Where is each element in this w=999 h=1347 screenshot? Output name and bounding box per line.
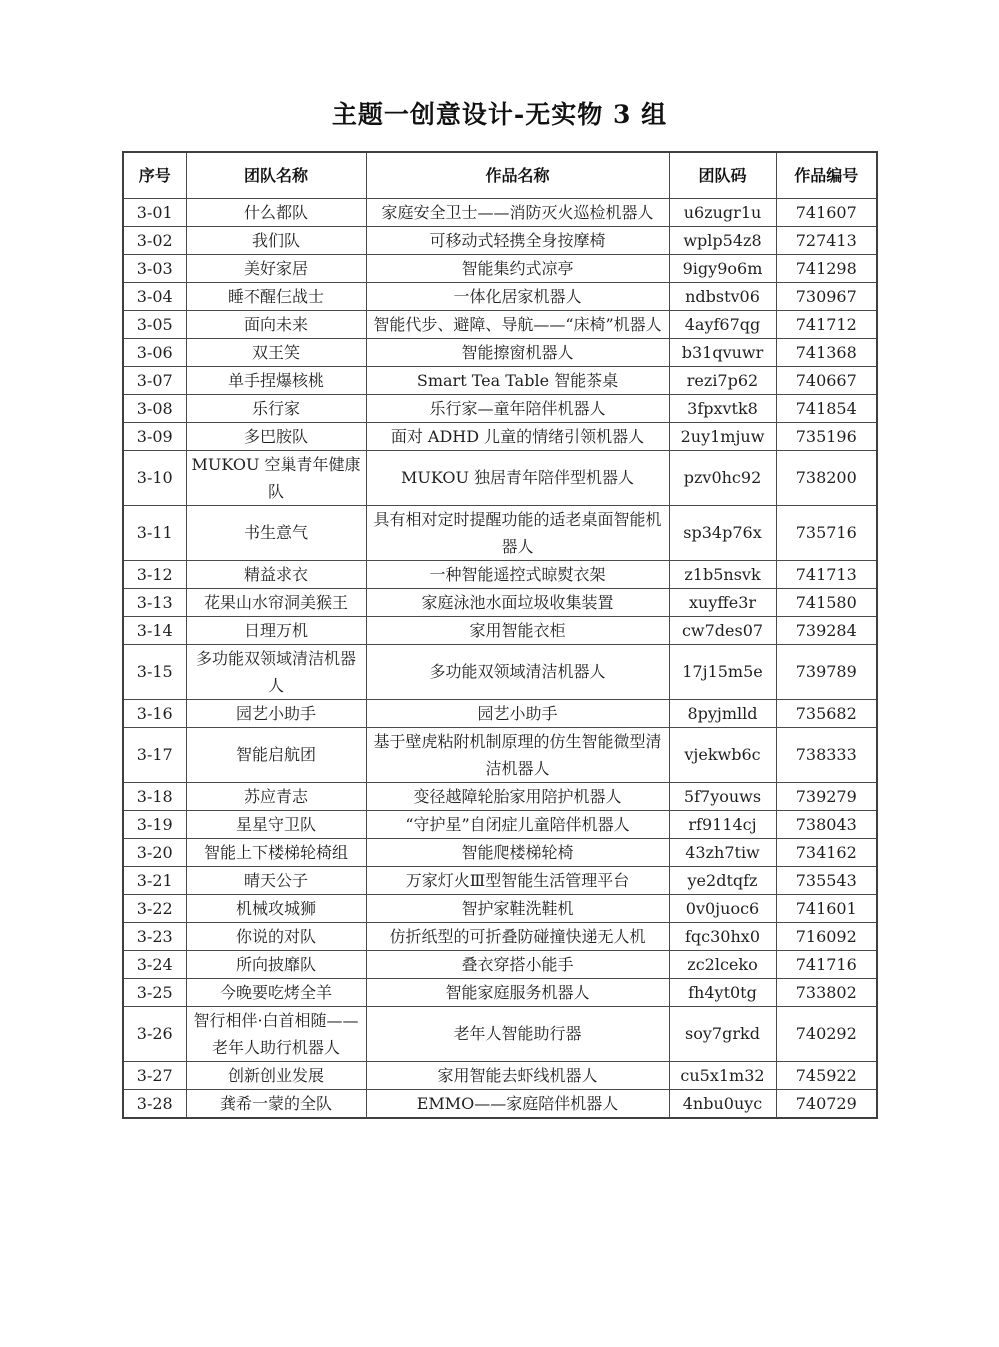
cell-work: 多功能双领域清洁机器人 — [366, 644, 669, 699]
cell-no: 3-14 — [123, 616, 186, 644]
table-row — [123, 894, 877, 922]
cell-team: 苏应青志 — [186, 782, 366, 810]
cell-work_id: 735196 — [776, 422, 877, 450]
cell-work: 家用智能去虾线机器人 — [366, 1061, 669, 1089]
cell-team: 多巴胺队 — [186, 422, 366, 450]
cell-work: 家庭安全卫士——消防灭火巡检机器人 — [366, 198, 669, 226]
cell-code: soy7grkd — [669, 1006, 776, 1061]
cell-team: 智行相伴·白首相随——老年人助行机器人 — [186, 1006, 366, 1061]
cell-team: 面向未来 — [186, 310, 366, 338]
table-row — [123, 978, 877, 1006]
cell-work_id: 741713 — [776, 560, 877, 588]
table-row — [123, 950, 877, 978]
cell-work_id: 741298 — [776, 254, 877, 282]
table-body — [123, 198, 877, 1118]
cell-code: rezi7p62 — [669, 366, 776, 394]
table-row — [123, 727, 877, 782]
cell-code: 2uy1mjuw — [669, 422, 776, 450]
cell-team: MUKOU 空巢青年健康队 — [186, 450, 366, 505]
cell-team: 多功能双领域清洁机器人 — [186, 644, 366, 699]
cell-code: z1b5nsvk — [669, 560, 776, 588]
cell-code: ye2dtqfz — [669, 866, 776, 894]
table-row — [123, 198, 877, 226]
cell-team: 所向披靡队 — [186, 950, 366, 978]
cell-code: 17j15m5e — [669, 644, 776, 699]
cell-no: 3-06 — [123, 338, 186, 366]
cell-team: 机械攻城狮 — [186, 894, 366, 922]
cell-work_id: 741716 — [776, 950, 877, 978]
cell-work: 叠衣穿搭小能手 — [366, 950, 669, 978]
cell-no: 3-09 — [123, 422, 186, 450]
cell-no: 3-17 — [123, 727, 186, 782]
cell-team: 精益求衣 — [186, 560, 366, 588]
cell-code: 0v0juoc6 — [669, 894, 776, 922]
cell-code: 3fpxvtk8 — [669, 394, 776, 422]
cell-work: 智能爬楼梯轮椅 — [366, 838, 669, 866]
cell-work: 面对 ADHD 儿童的情绪引领机器人 — [366, 422, 669, 450]
cell-work: 具有相对定时提醒功能的适老桌面智能机器人 — [366, 505, 669, 560]
cell-work_id: 735543 — [776, 866, 877, 894]
cell-code: b31qvuwr — [669, 338, 776, 366]
cell-code: 5f7youws — [669, 782, 776, 810]
cell-work_id: 741368 — [776, 338, 877, 366]
cell-no: 3-04 — [123, 282, 186, 310]
cell-team: 花果山水帘洞美猴王 — [186, 588, 366, 616]
cell-work_id: 741854 — [776, 394, 877, 422]
cell-code: 9igy9o6m — [669, 254, 776, 282]
cell-work_id: 739284 — [776, 616, 877, 644]
cell-no: 3-23 — [123, 922, 186, 950]
cell-code: xuyffe3r — [669, 588, 776, 616]
cell-work: 仿折纸型的可折叠防碰撞快递无人机 — [366, 922, 669, 950]
table-row — [123, 450, 877, 505]
table-row — [123, 310, 877, 338]
cell-team: 园艺小助手 — [186, 699, 366, 727]
cell-work: 智能代步、避障、导航——“床椅”机器人 — [366, 310, 669, 338]
cell-team: 我们队 — [186, 226, 366, 254]
cell-no: 3-03 — [123, 254, 186, 282]
cell-work_id: 738333 — [776, 727, 877, 782]
cell-work: 智能家庭服务机器人 — [366, 978, 669, 1006]
column-header-work-id: 作品编号 — [776, 152, 877, 198]
table-row — [123, 560, 877, 588]
cell-work: 一种智能遥控式晾熨衣架 — [366, 560, 669, 588]
cell-work_id: 741601 — [776, 894, 877, 922]
cell-team: 晴天公子 — [186, 866, 366, 894]
cell-team: 美好家居 — [186, 254, 366, 282]
cell-no: 3-15 — [123, 644, 186, 699]
cell-code: 4nbu0uyc — [669, 1089, 776, 1118]
cell-work: 变径越障轮胎家用陪护机器人 — [366, 782, 669, 810]
cell-team: 智能上下楼梯轮椅组 — [186, 838, 366, 866]
cell-team: 日理万机 — [186, 616, 366, 644]
table-row — [123, 922, 877, 950]
cell-no: 3-24 — [123, 950, 186, 978]
cell-no: 3-26 — [123, 1006, 186, 1061]
cell-team: 双王笑 — [186, 338, 366, 366]
cell-team: 什么都队 — [186, 198, 366, 226]
roster-table — [122, 151, 878, 1119]
cell-work: 智能擦窗机器人 — [366, 338, 669, 366]
table-row — [123, 338, 877, 366]
cell-work: 智能集约式凉亭 — [366, 254, 669, 282]
cell-work: 智护家鞋洗鞋机 — [366, 894, 669, 922]
cell-work_id: 730967 — [776, 282, 877, 310]
cell-code: vjekwb6c — [669, 727, 776, 782]
cell-code: ndbstv06 — [669, 282, 776, 310]
cell-work_id: 738043 — [776, 810, 877, 838]
cell-code: 4ayf67qg — [669, 310, 776, 338]
cell-code: wplp54z8 — [669, 226, 776, 254]
cell-work_id: 740292 — [776, 1006, 877, 1061]
cell-team: 书生意气 — [186, 505, 366, 560]
cell-team: 创新创业发展 — [186, 1061, 366, 1089]
cell-work_id: 735682 — [776, 699, 877, 727]
cell-work_id: 740667 — [776, 366, 877, 394]
cell-work: MUKOU 独居青年陪伴型机器人 — [366, 450, 669, 505]
cell-code: 43zh7tiw — [669, 838, 776, 866]
cell-no: 3-13 — [123, 588, 186, 616]
table-row — [123, 226, 877, 254]
cell-team: 智能启航团 — [186, 727, 366, 782]
cell-no: 3-20 — [123, 838, 186, 866]
cell-code: sp34p76x — [669, 505, 776, 560]
cell-work: 家庭泳池水面垃圾收集装置 — [366, 588, 669, 616]
cell-work: 家用智能衣柜 — [366, 616, 669, 644]
table-header — [123, 152, 877, 198]
table-row — [123, 505, 877, 560]
cell-no: 3-19 — [123, 810, 186, 838]
cell-no: 3-08 — [123, 394, 186, 422]
cell-code: fqc30hx0 — [669, 922, 776, 950]
cell-work: 万家灯火Ⅲ型智能生活管理平台 — [366, 866, 669, 894]
cell-code: cu5x1m32 — [669, 1061, 776, 1089]
cell-work: 基于壁虎粘附机制原理的仿生智能微型清洁机器人 — [366, 727, 669, 782]
table-row — [123, 394, 877, 422]
table-row — [123, 838, 877, 866]
cell-no: 3-02 — [123, 226, 186, 254]
cell-work: 一体化居家机器人 — [366, 282, 669, 310]
cell-no: 3-25 — [123, 978, 186, 1006]
table-header-row — [123, 152, 877, 198]
column-header-work: 作品名称 — [366, 152, 669, 198]
cell-no: 3-18 — [123, 782, 186, 810]
cell-team: 龚希一蒙的全队 — [186, 1089, 366, 1118]
column-header-code: 团队码 — [669, 152, 776, 198]
cell-no: 3-22 — [123, 894, 186, 922]
table-row — [123, 810, 877, 838]
table-row — [123, 254, 877, 282]
page-title: 主题一创意设计-无实物 3 组 — [331, 100, 668, 129]
cell-no: 3-11 — [123, 505, 186, 560]
cell-code: 8pyjmlld — [669, 699, 776, 727]
cell-work_id: 739789 — [776, 644, 877, 699]
cell-no: 3-27 — [123, 1061, 186, 1089]
cell-no: 3-28 — [123, 1089, 186, 1118]
table-row — [123, 366, 877, 394]
cell-work_id: 741580 — [776, 588, 877, 616]
table-row — [123, 616, 877, 644]
cell-team: 乐行家 — [186, 394, 366, 422]
cell-team: 单手捏爆核桃 — [186, 366, 366, 394]
cell-code: zc2lceko — [669, 950, 776, 978]
cell-work_id: 741607 — [776, 198, 877, 226]
cell-work: 园艺小助手 — [366, 699, 669, 727]
cell-no: 3-21 — [123, 866, 186, 894]
cell-code: cw7des07 — [669, 616, 776, 644]
cell-work_id: 738200 — [776, 450, 877, 505]
cell-work_id: 745922 — [776, 1061, 877, 1089]
cell-no: 3-10 — [123, 450, 186, 505]
table-row — [123, 422, 877, 450]
table-row — [123, 282, 877, 310]
cell-work_id: 733802 — [776, 978, 877, 1006]
cell-work_id: 734162 — [776, 838, 877, 866]
cell-team: 星星守卫队 — [186, 810, 366, 838]
table-row — [123, 782, 877, 810]
column-header-team: 团队名称 — [186, 152, 366, 198]
cell-code: rf9114cj — [669, 810, 776, 838]
cell-work_id: 741712 — [776, 310, 877, 338]
cell-work_id: 716092 — [776, 922, 877, 950]
table-row — [123, 866, 877, 894]
cell-work: “守护星”自闭症儿童陪伴机器人 — [366, 810, 669, 838]
cell-team: 今晚要吃烤全羊 — [186, 978, 366, 1006]
cell-work: 可移动式轻携全身按摩椅 — [366, 226, 669, 254]
cell-team: 睡不醒仨战士 — [186, 282, 366, 310]
cell-no: 3-05 — [123, 310, 186, 338]
cell-team: 你说的对队 — [186, 922, 366, 950]
cell-work_id: 727413 — [776, 226, 877, 254]
cell-no: 3-16 — [123, 699, 186, 727]
cell-no: 3-07 — [123, 366, 186, 394]
cell-work_id: 739279 — [776, 782, 877, 810]
table-row — [123, 699, 877, 727]
cell-work: EMMO——家庭陪伴机器人 — [366, 1089, 669, 1118]
table-row — [123, 1006, 877, 1061]
table-row — [123, 644, 877, 699]
cell-code: fh4yt0tg — [669, 978, 776, 1006]
cell-code: u6zugr1u — [669, 198, 776, 226]
cell-work_id: 735716 — [776, 505, 877, 560]
cell-no: 3-12 — [123, 560, 186, 588]
cell-work: 老年人智能助行器 — [366, 1006, 669, 1061]
table-row — [123, 588, 877, 616]
column-header-no: 序号 — [123, 152, 186, 198]
table-row — [123, 1061, 877, 1089]
cell-work_id: 740729 — [776, 1089, 877, 1118]
cell-no: 3-01 — [123, 198, 186, 226]
cell-work: 乐行家—童年陪伴机器人 — [366, 394, 669, 422]
table-row — [123, 1089, 877, 1118]
cell-code: pzv0hc92 — [669, 450, 776, 505]
cell-work: Smart Tea Table 智能茶桌 — [366, 366, 669, 394]
